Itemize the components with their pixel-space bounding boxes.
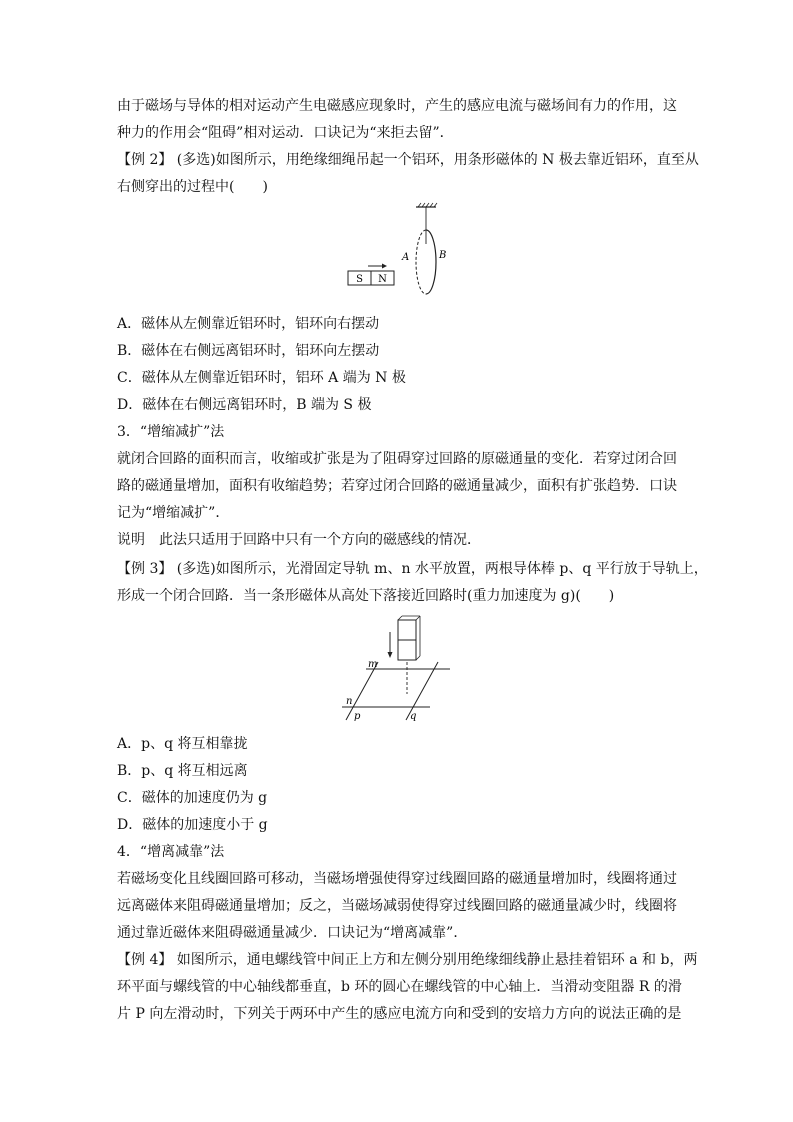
paragraph-line: 若磁场变化且线圈回路可移动，当磁场增强使得穿过线圈回路的磁通量增加时，线圈将通过 — [117, 871, 677, 887]
paragraph-line: 远离磁体来阻碍磁通量增加；反之，当磁场减弱使得穿过线圈回路的磁通量减少时，线圈将 — [117, 898, 677, 914]
example-4-stem: 片 P 向左滑动时，下列关于两环中产生的感应电流方向和受到的安培力方向的说法正确的是 — [117, 1006, 682, 1022]
paragraph-line: 路的磁通量增加，面积有收缩趋势；若穿过闭合回路的磁通量减少，面积有扩张趋势．口诀 — [117, 478, 677, 494]
section-4-heading: 4．“增离减靠”法 — [117, 844, 225, 860]
rod-p-label: p — [354, 711, 361, 722]
paragraph-line: 种力的作用会“阻碍”相对运动．口诀记为“来拒去留”． — [117, 125, 454, 141]
paragraph-line: 就闭合回路的面积而言，收缩或扩张是为了阻碍穿过回路的原磁通量的变化．若穿过闭合回 — [117, 451, 677, 467]
magnet-n-label: N — [378, 274, 387, 285]
magnet-s-label: S — [356, 274, 363, 285]
example-2-option: A．磁体从左侧靠近铝环时，铝环向右摆动 — [117, 316, 380, 332]
ring-a-label: A — [402, 252, 410, 263]
rail-n-label: n — [346, 696, 353, 707]
example-3-stem: 【例 3】 (多选)如图所示，光滑固定导轨 m、n 水平放置，两根导体棒 p、q 平行放于导轨上， — [117, 561, 708, 577]
section-3-heading: 3．“增缩减扩”法 — [117, 424, 225, 440]
rod-q-label: q — [410, 711, 417, 722]
magnet-ring-figure — [340, 200, 460, 305]
paragraph-line: 通过靠近磁体来阻碍磁通量减少．口诀记为“增离减靠”． — [117, 925, 468, 941]
rails-magnet-figure — [338, 612, 458, 724]
example-2-option: D．磁体在右侧远离铝环时，B 端为 S 极 — [117, 397, 372, 413]
example-4-stem: 环平面与螺线管的中心轴线都垂直，b 环的圆心在螺线管的中心轴上．当滑动变阻器 R 的滑 — [117, 979, 682, 995]
paragraph-line: 由于磁场与导体的相对运动产生电磁感应现象时，产生的感应电流与磁场间有力的作用，这 — [117, 98, 677, 114]
example-3-option: A．p、q 将互相靠拢 — [117, 736, 248, 752]
example-4-stem: 【例 4】 如图所示，通电螺线管中间正上方和左侧分别用绝缘细线静止悬挂着铝环 a 和 b，两 — [117, 952, 698, 968]
example-2-stem: 【例 2】 (多选)如图所示，用绝缘细绳吊起一个铝环，用条形磁体的 N 极去靠近铝环，直至从 — [117, 152, 699, 168]
paragraph-line: 记为“增缩减扩”． — [117, 505, 230, 521]
ring-b-label: B — [439, 250, 447, 261]
example-3-option: C．磁体的加速度仍为 g — [117, 790, 268, 806]
note-line: 说明 此法只适用于回路中只有一个方向的磁感线的情况． — [117, 532, 481, 548]
example-3-stem: 形成一个闭合回路．当一条形磁体从高处下落接近回路时(重力加速度为 g)( ) — [117, 588, 615, 604]
example-2-option: B．磁体在右侧远离铝环时，铝环向左摆动 — [117, 343, 380, 359]
example-3-option: D．磁体的加速度小于 g — [117, 817, 268, 833]
rail-m-label: m — [368, 659, 378, 670]
example-2-stem: 右侧穿出的过程中( ) — [117, 179, 268, 195]
example-3-option: B．p、q 将互相远离 — [117, 763, 248, 779]
example-2-option: C．磁体从左侧靠近铝环时，铝环 A 端为 N 极 — [117, 370, 406, 386]
